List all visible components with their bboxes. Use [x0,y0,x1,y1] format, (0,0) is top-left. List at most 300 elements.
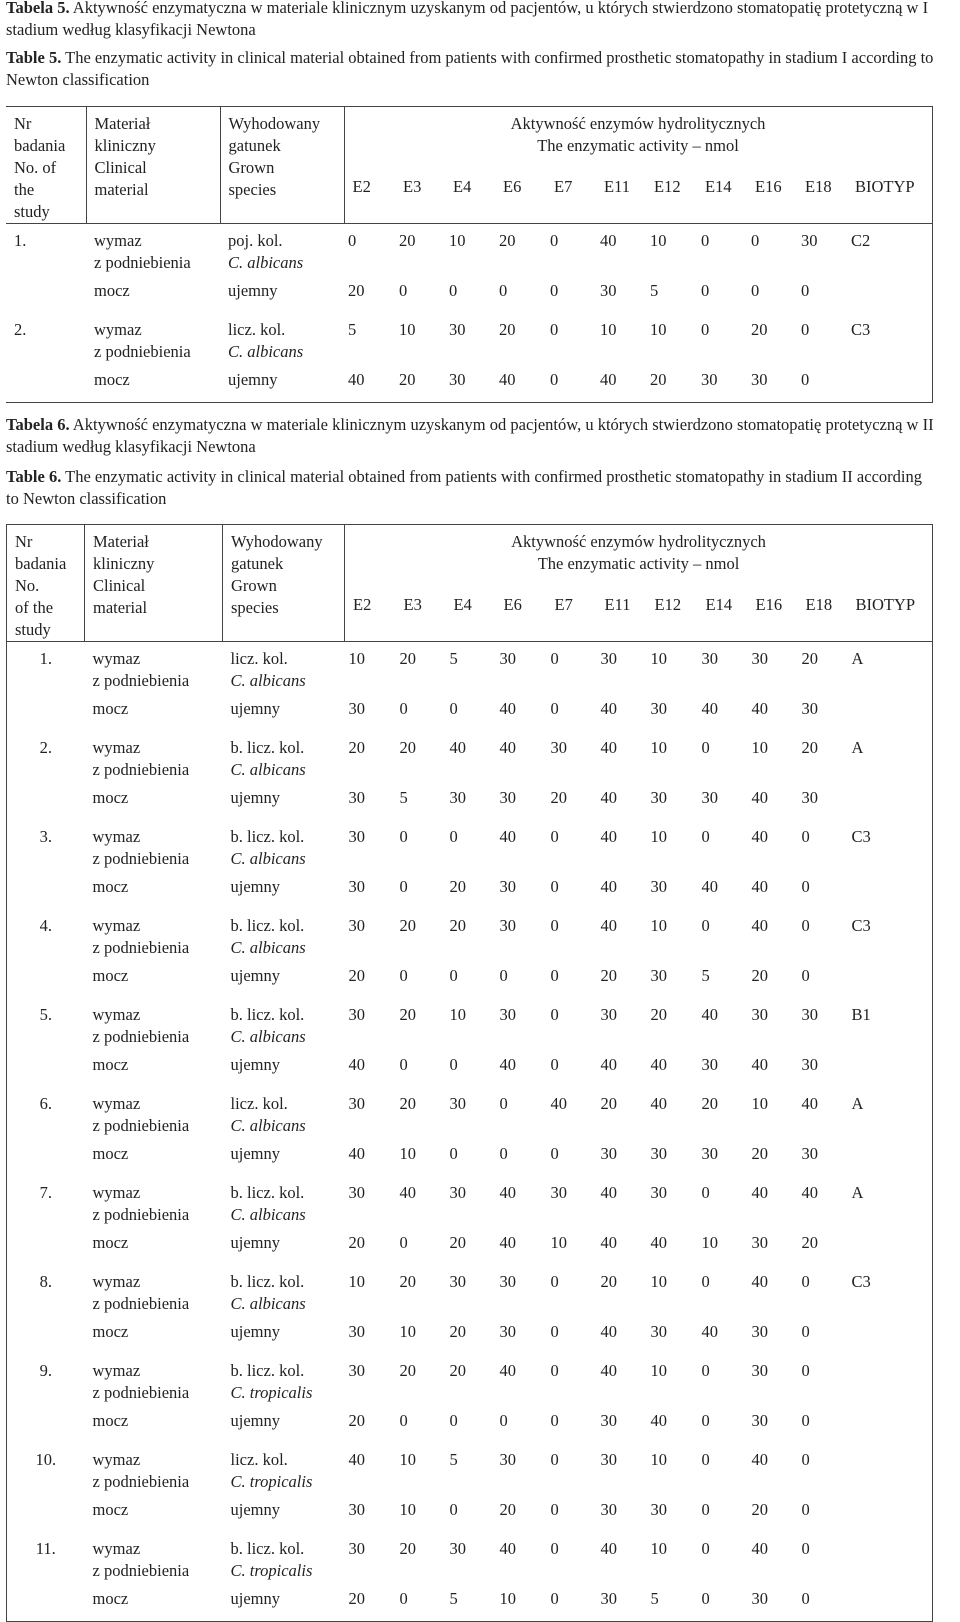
species-name: C. albicans [230,1027,306,1046]
enzyme-value: 30 [348,877,365,896]
enzyme-value: 40 [600,1183,617,1202]
enzyme-value: 0 [399,281,408,300]
enzyme-value: 0 [550,916,559,935]
enzyme-value: 20 [348,966,365,985]
enzyme-value: 40 [348,1450,365,1469]
enzyme-value: 20 [751,1144,768,1163]
table5-caption-pl-text: Aktywność enzymatyczna w materiale klinicznym uzyskanym od pacjentów, u których stwierdzono stomatopatię protetyczną w I stadium według klasyfikacji Newtona [6,0,929,39]
header-enzyme-biotyp: BIOTYP [847,167,932,224]
grown-species [223,1087,345,1137]
table-row [6,363,932,403]
enzyme-value: 30 [801,699,818,718]
header-material-line: material [94,180,149,199]
enzyme-value: 20 [399,738,416,757]
enzyme-value: 30 [650,788,667,807]
study-number: 4. [7,909,85,998]
enzyme-value: 30 [348,1005,365,1024]
enzyme-value: 40 [751,1272,768,1291]
enzyme-value: 0 [701,1361,710,1380]
enzyme-value: 30 [747,363,797,403]
enzyme-value: 0 [701,1183,710,1202]
enzyme-value: 20 [646,363,697,403]
enzyme-value: 40 [751,1450,768,1469]
enzyme-value: 10 [449,231,466,250]
enzyme-value: 20 [449,877,466,896]
enzyme-value: 5 [449,1450,458,1469]
enzyme-value: 30 [348,1361,365,1380]
material-line: z podniebienia [92,760,190,779]
table-row [6,313,932,363]
table-row [7,781,933,820]
enzyme-value: 40 [495,363,546,403]
enzyme-value: 30 [801,1144,818,1163]
enzyme-value: 10 [650,738,667,757]
header-activity-line: The enzymatic activity – nmol [537,554,740,573]
biotype-value [848,1443,933,1493]
enzyme-value: 40 [499,1055,516,1074]
enzyme-value: 0 [550,1361,559,1380]
enzyme-value: 0 [449,1500,458,1519]
enzyme-value: 0 [550,1500,559,1519]
enzyme-value: 30 [449,1094,466,1113]
header-enzyme-e11: E11 [596,167,646,224]
clinical-material: mocz [94,281,130,300]
grown-species [223,1354,345,1404]
species-colonies: b. licz. kol. [230,916,305,935]
enzyme-value: 40 [801,1094,818,1113]
biotype-value: A [848,731,933,781]
enzyme-value: 40 [650,1411,667,1430]
table-row [7,1137,933,1176]
header-material-line: kliniczny [94,136,156,155]
enzyme-value: 0 [449,281,458,300]
enzyme-value: 0 [550,1322,559,1341]
header-activity-line: Aktywność enzymów hydrolitycznych [511,532,766,551]
enzyme-value: 0 [550,649,559,668]
table6-header [7,525,933,642]
enzyme-value: 0 [396,1582,446,1622]
enzyme-value: 0 [801,916,810,935]
species-name: C. albicans [228,253,304,272]
table-row [7,1532,933,1582]
table-row [7,998,933,1048]
enzyme-value: 30 [348,699,365,718]
enzyme-value: 10 [348,1272,365,1291]
study-number: 2. [6,313,86,403]
clinical-material: mocz [92,788,129,807]
study-number: 3. [7,820,85,909]
enzyme-value: 0 [801,877,810,896]
table-row [7,642,933,693]
biotype-value: A [848,642,933,693]
material-line: z podniebienia [92,1205,190,1224]
header-activity-line: The enzymatic activity – nmol [537,136,739,155]
enzyme-value: 30 [449,1539,466,1558]
header-row [7,525,933,585]
enzyme-value: 40 [650,1233,667,1252]
enzyme-value: 20 [449,1322,466,1341]
enzyme-value: 10 [650,649,667,668]
grown-species [223,1265,345,1315]
enzyme-value: 0 [801,1539,810,1558]
enzyme-value: 0 [801,1411,810,1430]
enzyme-value: 10 [751,1094,768,1113]
grown-species [220,224,344,275]
material-line: z podniebienia [92,1116,190,1135]
grown-species [223,998,345,1048]
enzyme-value: 0 [698,1582,748,1622]
enzyme-value: 40 [600,827,617,846]
material-line: z podniebienia [92,1294,190,1313]
enzyme-value: 0 [550,1005,559,1024]
enzyme-value: 30 [701,649,718,668]
species-name: C. tropicalis [230,1383,313,1402]
enzyme-value: 20 [701,1094,718,1113]
biotype-value [848,1404,933,1443]
enzyme-value: 30 [348,1539,365,1558]
enzyme-value: 10 [600,320,617,339]
header-species-line: gatunek [231,554,284,573]
material-line: wymaz [92,1539,141,1558]
enzyme-value: 30 [650,1500,667,1519]
biotype-value [848,1582,933,1622]
enzyme-value: 10 [399,1144,416,1163]
enzyme-value: 20 [399,916,416,935]
header-enzyme-e14: E14 [698,585,748,642]
enzyme-value: 0 [546,363,596,403]
enzyme-value: 40 [801,1183,818,1202]
study-number: 11. [7,1532,85,1622]
enzyme-value: 10 [399,1500,416,1519]
enzyme-value: 40 [751,827,768,846]
enzyme-value: 40 [701,1322,718,1341]
clinical-material [85,1087,223,1137]
clinical-material: mocz [92,966,129,985]
enzyme-value: 10 [650,1361,667,1380]
enzyme-value: 30 [701,1055,718,1074]
header-species-line: species [231,598,279,617]
header-study-line: study [15,620,51,639]
biotype-value [848,959,933,998]
biotype-value: A [848,1176,933,1226]
enzyme-value: 30 [650,1183,667,1202]
enzyme-value: 10 [399,320,416,339]
header-grown-species [223,525,345,642]
enzyme-value: 0 [701,1500,710,1519]
enzyme-value: 0 [449,699,458,718]
table-row [7,1443,933,1493]
header-study-line: study [14,202,50,221]
enzyme-value: 40 [596,363,646,403]
grown-species [223,731,345,781]
table-row [7,1404,933,1443]
enzyme-value: 30 [550,738,567,757]
biotype-value: C3 [848,909,933,959]
enzyme-value: 0 [399,877,408,896]
material-line: z podniebienia [94,253,191,272]
biotype-value [848,1354,933,1404]
enzyme-value: 0 [449,1411,458,1430]
enzyme-value: 5 [449,649,458,668]
enzyme-value: 10 [399,1322,416,1341]
enzyme-value: 0 [701,281,710,300]
header-enzymatic-activity [345,525,933,585]
enzyme-value: 40 [600,738,617,757]
enzyme-value: 0 [399,1233,408,1252]
grown-species: ujemny [230,1055,280,1074]
enzyme-value: 0 [801,320,810,339]
clinical-material [85,998,223,1048]
biotype-value [848,1493,933,1532]
enzyme-value: 0 [701,1272,710,1291]
table6-label-en: Table 6. [6,467,62,486]
enzyme-value: 0 [449,827,458,846]
enzyme-value: 10 [751,738,768,757]
header-species-line: Wyhodowany [231,532,323,551]
table5-header [6,107,932,224]
enzyme-value: 30 [697,363,747,403]
table5-label-pl: Tabela 5. [6,0,70,17]
enzyme-value: 20 [600,1272,617,1291]
species-colonies: b. licz. kol. [230,1272,305,1291]
enzyme-value: 20 [801,1233,818,1252]
grown-species [223,820,345,870]
enzyme-value: 20 [499,320,516,339]
enzyme-value: 40 [550,1094,567,1113]
enzyme-value: 5 [446,1582,496,1622]
enzyme-value: 10 [701,1233,718,1252]
table-row [7,820,933,870]
enzyme-value: 30 [499,1322,516,1341]
enzyme-value: 30 [348,1094,365,1113]
enzyme-value: 30 [600,1500,617,1519]
enzyme-value: 0 [449,1144,458,1163]
material-line: wymaz [92,827,141,846]
grown-species [223,1532,345,1582]
study-number: 6. [7,1087,85,1176]
enzyme-value: 40 [751,1055,768,1074]
material-line: wymaz [92,738,141,757]
enzyme-value: 20 [348,1411,365,1430]
grown-species: ujemny [230,966,280,985]
table-row [7,1582,933,1622]
enzyme-value: 30 [650,699,667,718]
enzyme-value: 10 [449,1005,466,1024]
table-row [7,1265,933,1315]
enzyme-value: 5 [348,320,357,339]
study-number: 9. [7,1354,85,1443]
enzyme-value: 0 [701,231,710,250]
biotype-value: C2 [847,224,932,275]
enzyme-value: 0 [550,1055,559,1074]
material-line: wymaz [92,1361,141,1380]
material-line: z podniebienia [92,671,190,690]
enzyme-value: 30 [600,1005,617,1024]
clinical-material [85,1532,223,1582]
enzyme-value: 5 [399,788,408,807]
study-number: 1. [14,231,27,250]
header-enzyme-e16: E16 [748,585,798,642]
enzyme-value: 30 [499,877,516,896]
enzyme-value: 20 [600,1094,617,1113]
enzyme-value: 5 [647,1582,698,1622]
enzyme-value: 0 [751,231,760,250]
table6-body [7,642,933,1622]
enzyme-value: 40 [751,1183,768,1202]
enzyme-value: 0 [550,1144,559,1163]
header-species-line: species [228,180,277,199]
species-name: C. albicans [230,1205,306,1224]
clinical-material [85,1176,223,1226]
enzyme-value: 10 [650,1539,667,1558]
enzyme-value: 20 [449,1233,466,1252]
species-colonies: licz. kol. [230,649,288,668]
enzyme-value: 0 [550,231,559,250]
enzyme-value: 30 [499,916,516,935]
header-enzyme-e18: E18 [798,585,848,642]
enzyme-value: 40 [600,1233,617,1252]
enzyme-value: 20 [348,738,365,757]
table6-caption-pl-text: Aktywność enzymatyczna w materiale klinicznym uzyskanym od pacjentów, u których stwierdzono stomatopatię protetyczną w II stadium według klasyfikacji Newtona [6,415,934,456]
grown-species: ujemny [230,1500,280,1519]
header-enzyme-e16: E16 [747,167,797,224]
enzyme-value: 30 [751,1361,768,1380]
header-study-line: the [14,180,35,199]
study-number: 2. [7,731,85,820]
enzyme-value: 0 [550,966,559,985]
enzyme-value: 40 [348,1144,365,1163]
enzyme-value: 0 [801,1322,810,1341]
enzyme-value: 10 [348,649,365,668]
table-row [7,692,933,731]
header-material-line: Clinical [94,158,147,177]
grown-species [223,909,345,959]
enzyme-value: 0 [550,699,559,718]
material-line: z podniebienia [92,1383,190,1402]
enzyme-value: 0 [499,281,508,300]
enzyme-value: 30 [600,649,617,668]
enzyme-value: 40 [751,877,768,896]
enzyme-value: 30 [650,877,667,896]
enzyme-value: 20 [399,649,416,668]
grown-species: ujemny [230,877,280,896]
enzyme-value: 30 [801,788,818,807]
enzyme-value: 0 [701,827,710,846]
enzyme-value: 0 [798,1582,848,1622]
enzyme-value: 0 [550,1411,559,1430]
header-enzyme-e4: E4 [446,585,496,642]
enzyme-value: 20 [399,1272,416,1291]
enzyme-value: 30 [751,1005,768,1024]
species-colonies: b. licz. kol. [230,1361,305,1380]
clinical-material: mocz [85,1582,223,1622]
species-colonies: b. licz. kol. [230,738,305,757]
clinical-material: mocz [92,1500,129,1519]
enzyme-value: 40 [600,877,617,896]
material-line: z podniebienia [92,1472,190,1491]
header-enzyme-e4: E4 [445,167,495,224]
table-row [7,1048,933,1087]
material-line: wymaz [94,231,142,250]
header-activity-line: Aktywność enzymów hydrolitycznych [510,114,766,133]
header-study-number [7,525,85,642]
enzyme-value: 10 [550,1233,567,1252]
biotype-value [848,692,933,731]
header-species-line: Grown [231,576,277,595]
enzyme-value: 30 [348,1183,365,1202]
enzyme-value: 30 [600,1144,617,1163]
header-enzyme-biotyp: BIOTYP [848,585,933,642]
clinical-material [85,1265,223,1315]
material-line: z podniebienia [92,849,190,868]
material-line: wymaz [92,1005,141,1024]
enzyme-value: 10 [650,1450,667,1469]
header-study-line: No. [15,576,40,595]
enzyme-value: 40 [499,738,516,757]
header-row [6,107,932,167]
enzyme-value: 0 [399,1055,408,1074]
material-line: wymaz [92,1094,141,1113]
header-species-line: gatunek [228,136,281,155]
enzyme-value: 30 [449,788,466,807]
enzyme-value: 30 [499,1005,516,1024]
enzyme-value: 30 [600,1411,617,1430]
material-line: wymaz [92,1450,141,1469]
clinical-material [85,909,223,959]
header-material-line: Clinical [93,576,146,595]
enzyme-value: 40 [751,916,768,935]
enzyme-value: 0 [797,363,847,403]
enzyme-value: 30 [449,1272,466,1291]
material-line: z podniebienia [92,938,190,957]
table5-caption-en-text: The enzymatic activity in clinical material obtained from patients with confirmed prosthetic stomatopathy in stadium I according to Newton classification [6,48,934,89]
table6 [6,524,933,1622]
enzyme-value: 40 [600,231,617,250]
header-enzyme-e3: E3 [395,167,445,224]
material-line: z podniebienia [92,1027,190,1046]
enzyme-value: 20 [600,966,617,985]
enzyme-value: 0 [348,231,357,250]
enzyme-value: 0 [550,1272,559,1291]
enzyme-value: 30 [650,1322,667,1341]
clinical-material: mocz [92,877,129,896]
enzyme-value: 0 [550,1450,559,1469]
table-row [7,1176,933,1226]
clinical-material [85,1354,223,1404]
header-enzyme-e3: E3 [396,585,446,642]
enzyme-value: 40 [600,916,617,935]
species-name: C. tropicalis [230,1472,313,1491]
biotype-value [847,363,932,403]
enzyme-value: 40 [449,738,466,757]
enzyme-value: 30 [499,649,516,668]
enzyme-value: 30 [550,1183,567,1202]
enzyme-value: 10 [650,231,667,250]
species-colonies: b. licz. kol. [230,1539,305,1558]
enzyme-value: 30 [751,1411,768,1430]
enzyme-value: 40 [600,1322,617,1341]
biotype-value [847,274,932,313]
biotype-value [848,1137,933,1176]
header-enzyme-e6: E6 [495,167,546,224]
header-study-line: badania [15,554,67,573]
enzyme-value: 0 [550,877,559,896]
header-enzyme-e6: E6 [496,585,547,642]
enzyme-value: 0 [801,281,810,300]
enzyme-value: 30 [348,1500,365,1519]
enzyme-value: 40 [499,1361,516,1380]
table6-caption-en [6,466,936,510]
